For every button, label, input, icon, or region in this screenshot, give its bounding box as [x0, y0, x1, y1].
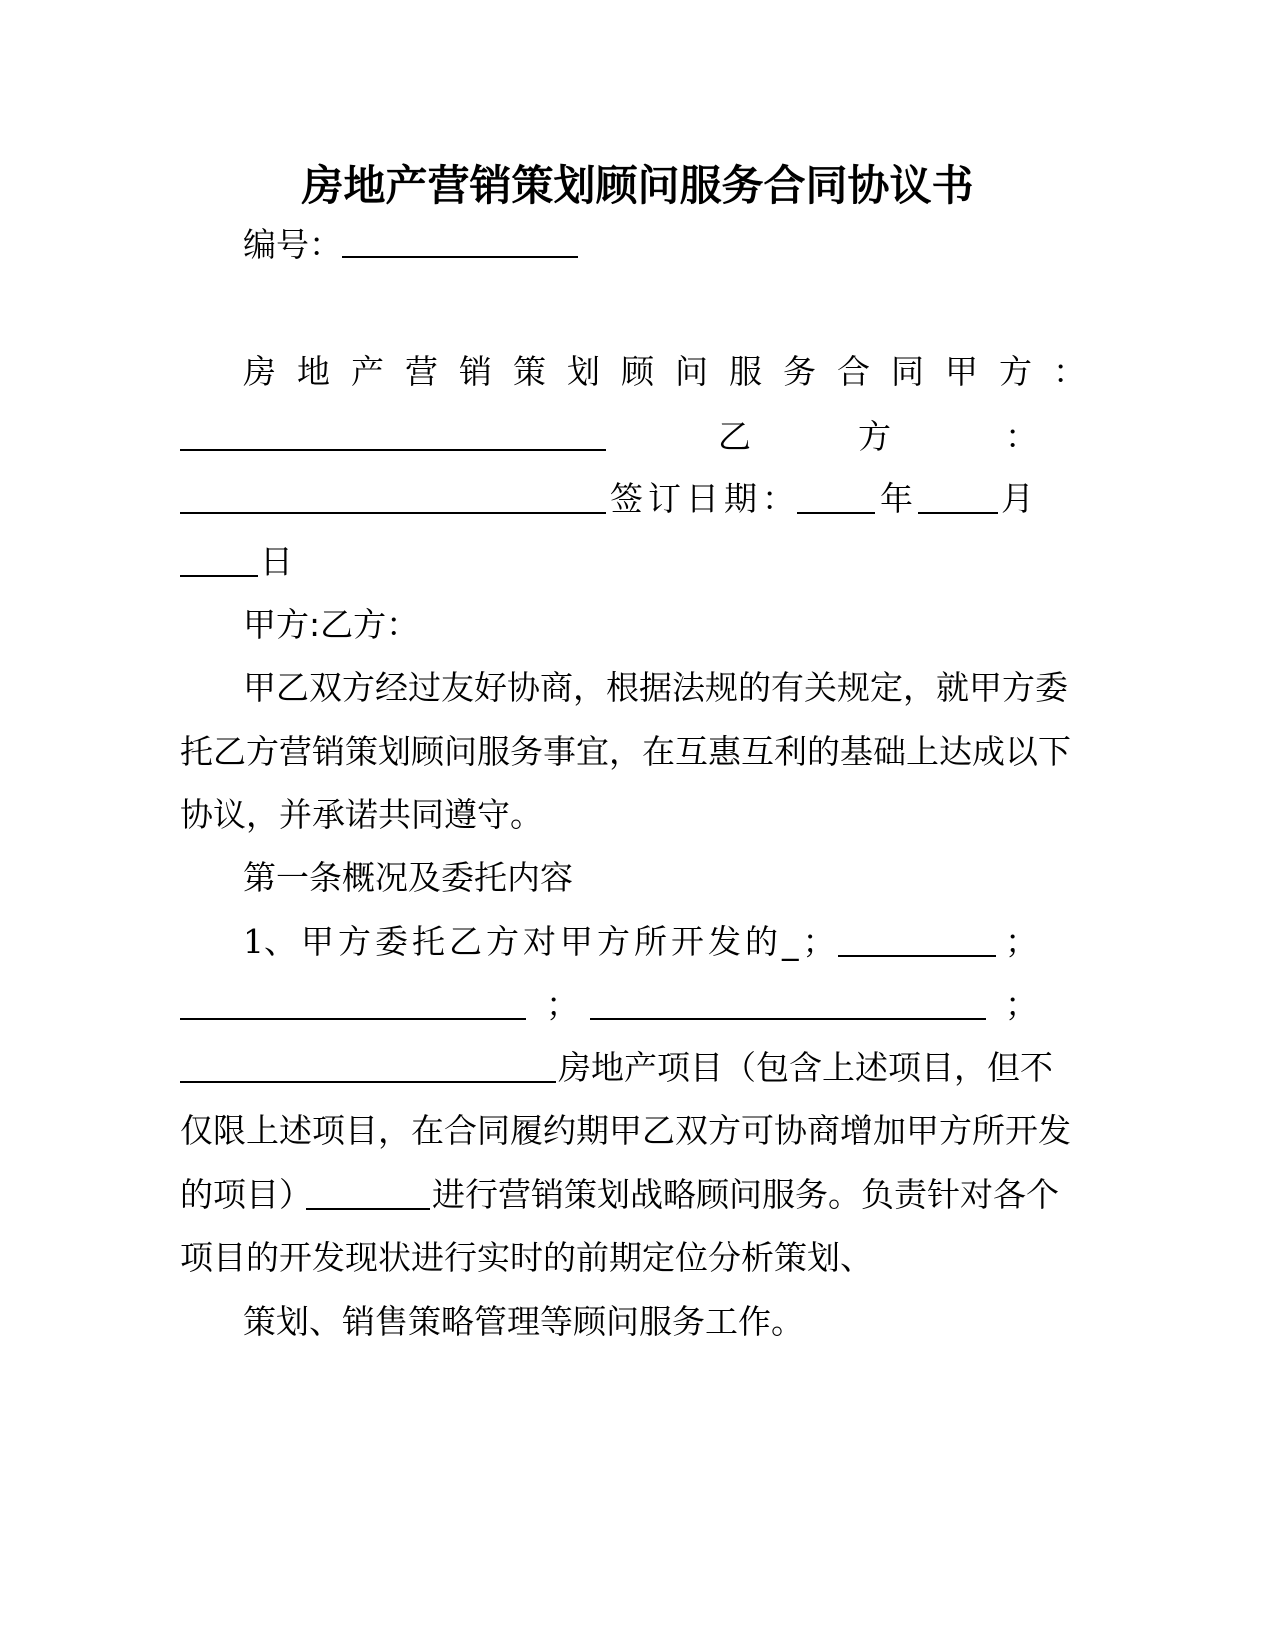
sign-date-label: 签订日期： [610, 479, 800, 518]
document-title: 房地产营销策划顾问服务合同协议书 [301, 161, 974, 210]
number-line [243, 225, 578, 265]
project-blank-1[interactable] [838, 955, 996, 957]
day-label: 日 [260, 542, 293, 581]
clause-1-semicolon-3: ； [1005, 985, 1038, 1024]
service-blank[interactable] [306, 1208, 430, 1210]
intro-line-3: 协议，并承诺共同遵守。 [180, 795, 543, 834]
clause-1-prefix-text: 、甲方委托乙方对甲方所开发的_； [264, 922, 840, 961]
project-blank-4[interactable] [180, 1081, 556, 1083]
day-blank[interactable] [180, 575, 258, 577]
number-label: 编号： [243, 225, 342, 264]
party-a-blank[interactable] [180, 449, 606, 451]
party-ab-line: 甲方:乙方： [243, 605, 420, 644]
year-blank[interactable] [797, 512, 875, 514]
intro-line-1: 甲乙双方经过友好协商，根据法规的有关规定，就甲方委 [243, 668, 1068, 707]
clause-1-line-6: 项目的开发现状进行实时的前期定位分析策划、 [180, 1238, 873, 1277]
clause-1-line-3: 房地产项目（包含上述项目，但不 [558, 1048, 1053, 1087]
intro-line-2: 托乙方营销策划顾问服务事宜，在互惠互利的基础上达成以下 [180, 732, 1071, 771]
month-label: 月 [1001, 479, 1034, 518]
clause-1-line-5-suffix: 进行营销策划战略顾问服务。负责针对各个 [432, 1175, 1059, 1214]
clause-1-semicolon-1: ； [1005, 922, 1038, 961]
number-blank[interactable] [342, 225, 578, 258]
parties-label: 房地产营销策划顾问服务合同甲方： [243, 352, 1107, 391]
party-b-char2: 方 [858, 417, 891, 456]
article-1-heading: 第一条概况及委托内容 [243, 858, 573, 897]
project-blank-3[interactable] [590, 1018, 986, 1020]
clause-1-semicolon-2: ； [546, 985, 579, 1024]
clause-1-number: 1 [243, 922, 264, 961]
party-b-blank[interactable] [180, 512, 606, 514]
clause-1-line-4: 仅限上述项目，在合同履约期甲乙双方可协商增加甲方所开发 [180, 1111, 1071, 1150]
year-label: 年 [880, 479, 913, 518]
clause-1-line-7: 策划、销售策略管理等顾问服务工作。 [243, 1302, 804, 1341]
project-blank-2[interactable] [180, 1018, 526, 1020]
party-b-char1: 乙 [718, 417, 751, 456]
party-b-colon: ： [1005, 417, 1038, 456]
clause-1-line-5-prefix: 的项目） [180, 1175, 312, 1214]
clause-1-line-1 [243, 922, 840, 962]
month-blank[interactable] [918, 512, 998, 514]
